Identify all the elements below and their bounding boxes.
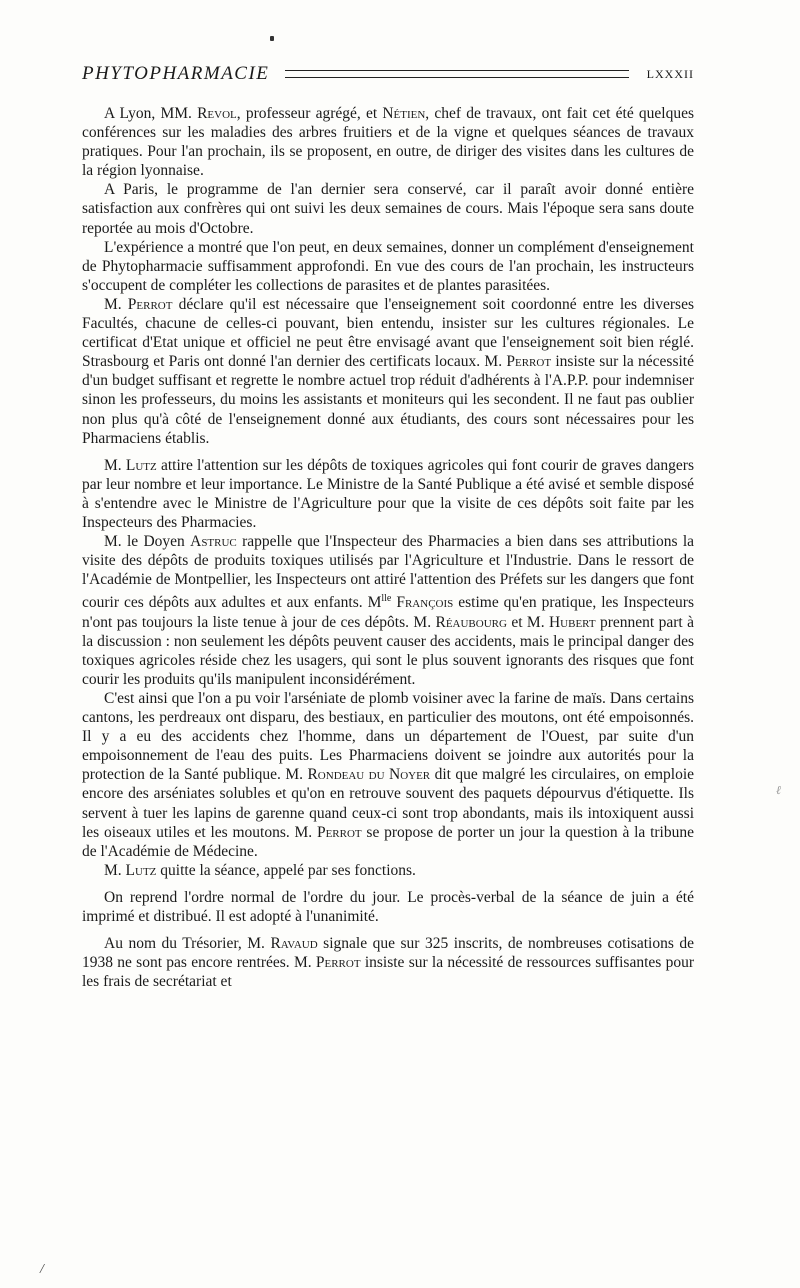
paragraph <box>82 104 694 180</box>
text-run: A Paris, le programme de l'an dernier sera conservé, car il paraît avoir donné entière satisfaction aux confrères qui ont suivi les deux semaines de cours. Mais l'époque sera sans doute reportée au mois d'Octobre. <box>82 181 694 237</box>
person-name: Réaubourg <box>435 613 507 631</box>
document-page <box>82 58 694 991</box>
paragraph <box>82 295 694 448</box>
text-run: quitte la séance, appelé par ses fonctions. <box>156 861 416 879</box>
person-name: Nétien <box>382 105 426 122</box>
margin-mark: ℓ <box>776 783 781 797</box>
paragraph <box>82 861 694 880</box>
person-name: Perrot <box>506 353 552 371</box>
text-run: estime qu'en pratique, les Inspecteurs n'ont pas toujours la liste tenue à jour de ces dépôts. M. <box>82 594 694 631</box>
person-name: Revol <box>197 105 237 122</box>
paragraph <box>82 532 694 689</box>
person-name: Perrot <box>127 295 173 313</box>
person-name: Perrot <box>315 954 361 972</box>
text-run: M. le Doyen <box>104 533 191 551</box>
person-name: Rondeau du Noyer <box>307 766 431 784</box>
page-number: LXXXII <box>646 66 694 81</box>
text-run: L'expérience a montré que l'on peut, en deux semaines, donner un complément d'enseignement de Phytopharmacie suffisamment approfondi. En vue des cours de l'an prochain, les instructeurs s'occupent de compléter les collections de parasites et de plantes parasitées. <box>82 238 694 294</box>
text-run: M. <box>104 295 128 313</box>
body-text <box>82 104 694 991</box>
person-name: Ravaud <box>270 935 318 953</box>
person-name: Lutz <box>125 456 157 474</box>
text-run: On reprend l'ordre normal de l'ordre du jour. Le procès-verbal de la séance de juin a été imprimé et distribué. Il est adopté à l'unanimité. <box>82 888 694 925</box>
superscript: lle <box>381 593 392 605</box>
paragraph <box>82 238 694 295</box>
text-run: dit que malgré les circulaires, on emploie encore des arséniates solubles et qu'on en retrouve souvent des paquets dépourvus d'étiquette. Ils servent à tuer les lapins de garenne quand ceux-ci sont trop abondants, mais ils intoxiquent aussi les oiseaux utiles et les moutons. M. <box>82 766 694 841</box>
text-run: insiste sur la nécessité de ressources suffisantes pour les frais de secrétariat et <box>82 954 694 991</box>
text-run: M. <box>104 861 126 879</box>
margin-mark: / <box>40 1262 44 1277</box>
text-run: déclare qu'il est nécessaire que l'enseignement soit coordonné entre les diverses Facultés, chacune de celles-ci pouvant, bien entendu, insister sur les cultures régionales. Le certificat d'Etat unique et officiel ne peut être envisagé avant que l'enseignement soit bien réglé. Strasbourg et Paris ont donné l'an dernier des certificats locaux. M. <box>82 295 694 371</box>
paragraph <box>82 888 694 926</box>
paragraph <box>82 934 694 991</box>
text-run: insiste sur la nécessité d'un budget suffisant et regrette le nombre actuel trop réduit d'adhérents à l'A.P.P. pour indemniser sinon les professeurs, du moins les assistants et moniteurs qui les secondent. Il ne faut pas oublier non plus qu'à côté de l'enseignement donné aux étudiants, des cours sont nécessaires pour les Pharmaciens établis. <box>82 353 694 447</box>
person-name: François <box>396 594 454 612</box>
text-run: se propose de porter un jour la question à la tribune de l'Académie de Médecine. <box>82 823 694 860</box>
text-run: A Lyon, MM. <box>104 105 198 122</box>
paragraph <box>82 689 694 861</box>
text-run: signale que sur 325 inscrits, de nombreuses cotisations de 1938 ne sont pas encore rentrées. M. <box>82 935 694 972</box>
paragraph <box>82 456 694 532</box>
paragraph <box>82 180 694 237</box>
running-title: PHYTOPHARMACIE <box>82 63 270 84</box>
text-run: et M. <box>506 613 549 631</box>
text-run: Au nom du Trésorier, M. <box>104 935 271 953</box>
person-name: Astruc <box>190 533 237 551</box>
text-run: , professeur agrégé, et <box>236 105 383 122</box>
text-run: prennent part à la discussion : non seulement les dépôts peuvent causer des accidents, mais le principal danger des toxiques agricoles réside chez les usagers, qui sont le plus souvent ignorants des risques que font courir les produits qu'ils manipulent inconsidérément. <box>82 613 694 688</box>
ink-speck <box>270 36 274 41</box>
text-run: C'est ainsi que l'on a pu voir l'arséniate de plomb voisiner avec la farine de maïs. Dans certains cantons, les perdreaux ont disparu, des bestiaux, en particulier des moutons, ont été empoisonnés. Il y a eu des accidents chez l'homme, dans un département de l'Ouest, par suite d'un empoisonnement de l'eau des puits. Les Pharmaciens doivent se joindre aux autorités pour la protection de la Santé publique. M. <box>82 689 694 784</box>
person-name: Hubert <box>548 613 596 631</box>
header-double-rule <box>285 70 628 78</box>
person-name: Perrot <box>316 823 362 841</box>
person-name: Lutz <box>125 861 157 879</box>
running-header <box>82 58 694 90</box>
text-run: attire l'attention sur les dépôts de toxiques agricoles qui font courir de graves dangers par leur nombre et leur importance. Le Ministre de la Santé Publique a été avisé et semble disposé à s'entendre avec le Ministre de l'Agriculture pour que la visite de ces dépôts soit faite par les Inspecteurs des Pharmacies. <box>82 456 694 531</box>
text-run: M. <box>104 456 126 474</box>
text-run: , chef de travaux, ont fait cet été quelques conférences sur les maladies des arbres fruitiers et de la vigne et quelques séances de travaux pratiques. Pour l'an prochain, ils se proposent, en outre, de diriger des visites dans les cultures de la région lyonnaise. <box>82 105 695 180</box>
text-run: rappelle que l'Inspecteur des Pharmacies a bien dans ses attributions la visite des dépôts de produits toxiques utilisés par l'Agriculture et l'Industrie. Dans le ressort de l'Académie de Montpellier, les Inspecteurs ont attiré l'attention des Préfets sur les dangers que font courir ces dépôts aux adultes et aux enfants. M <box>82 533 695 612</box>
